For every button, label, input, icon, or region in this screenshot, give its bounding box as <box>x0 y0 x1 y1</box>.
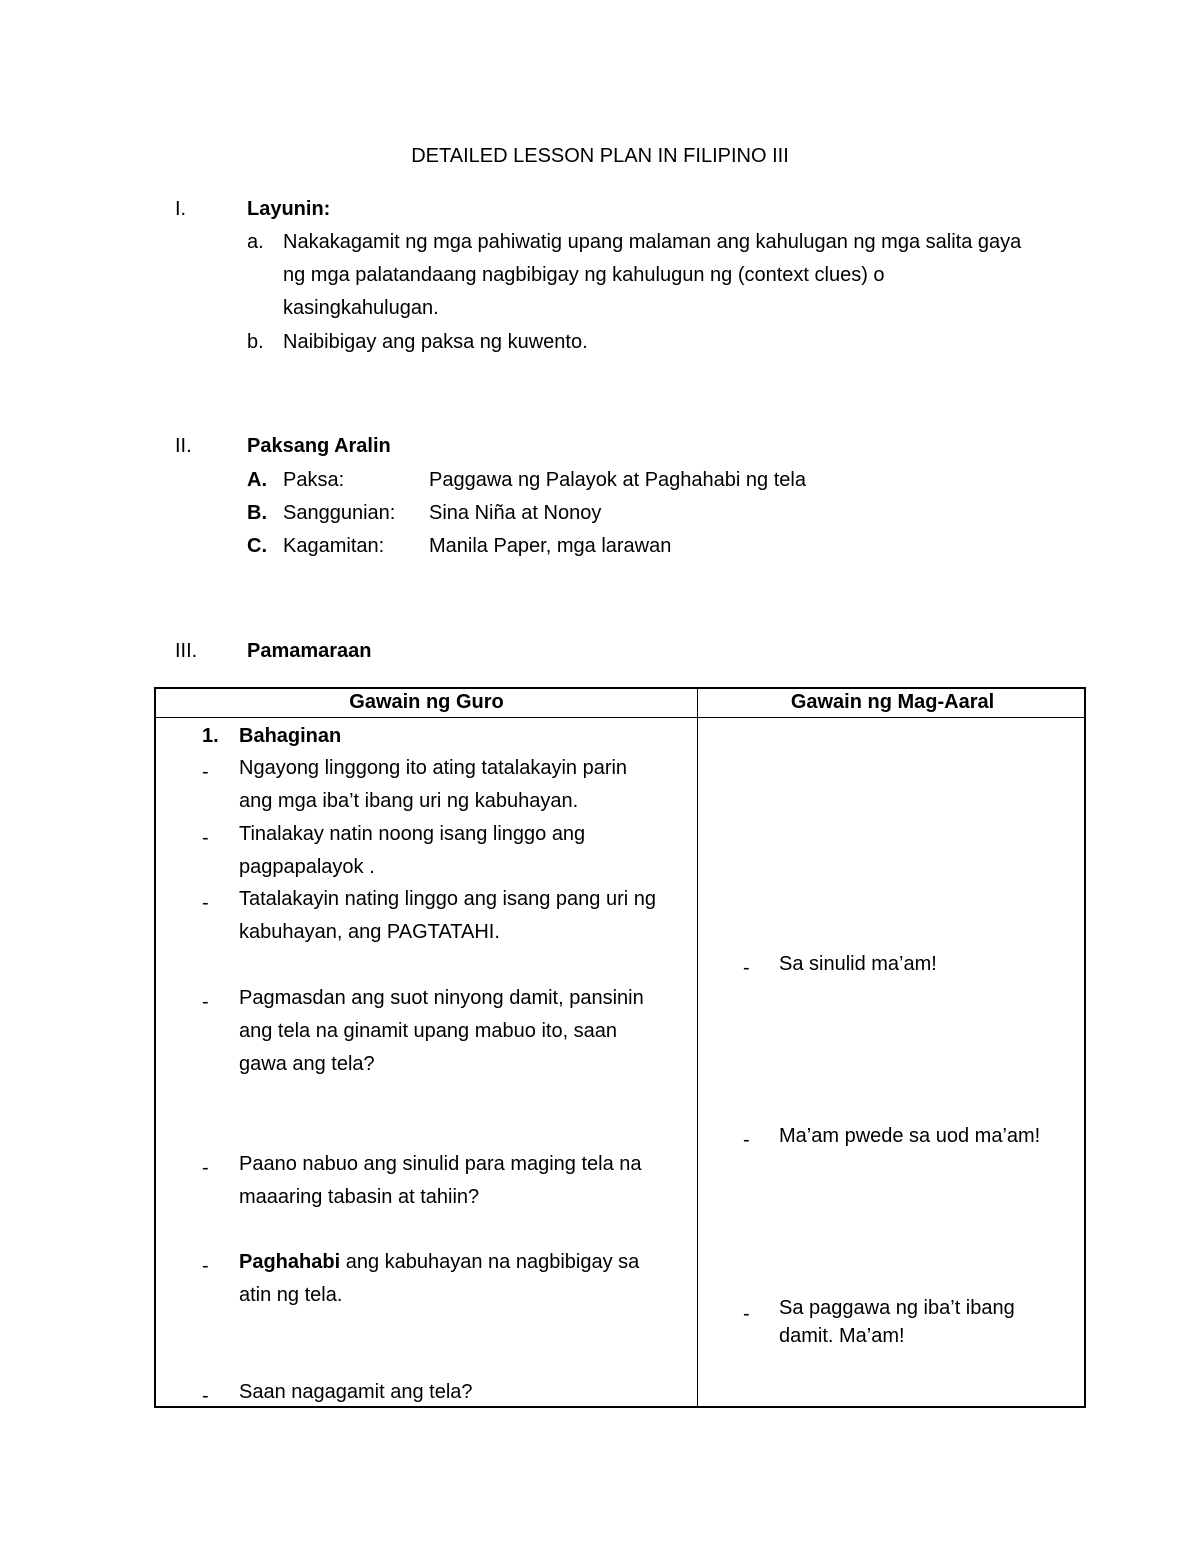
topic-a-label: Paksa: <box>283 469 345 491</box>
teacher-dash: - <box>202 761 209 783</box>
topic-c-value: Manila Paper, mga larawan <box>429 535 672 557</box>
header-student-activity: Gawain ng Mag-Aaral <box>790 691 995 713</box>
student-answer: damit. Ma’am! <box>779 1325 905 1347</box>
section-1-number: I. <box>175 198 187 220</box>
teacher-dash: - <box>202 1255 209 1277</box>
teacher-line: ang mga iba’t ibang uri ng kabuhayan. <box>239 790 579 812</box>
student-answer: Sa paggawa ng iba’t ibang <box>779 1297 1015 1319</box>
teacher-line: pagpapalayok . <box>239 856 375 878</box>
table-column-divider <box>697 689 698 1406</box>
step-title: Bahaginan <box>239 725 342 747</box>
procedure-table <box>154 687 1086 1408</box>
section-3-number: III. <box>175 640 198 662</box>
document-title: DETAILED LESSON PLAN IN FILIPINO III <box>411 145 789 167</box>
student-answer: Ma’am pwede sa uod ma’am! <box>779 1125 1041 1147</box>
student-answer: Sa sinulid ma’am! <box>779 953 937 975</box>
topic-c-label: Kagamitan: <box>283 535 385 557</box>
topic-b-letter: B. <box>247 502 267 524</box>
objective-b-letter: b. <box>247 331 264 353</box>
emphasis-paghahabi: Paghahabi <box>239 1251 341 1273</box>
teacher-line: atin ng tela. <box>239 1284 343 1306</box>
step-number: 1. <box>202 725 219 747</box>
teacher-line: Ngayong linggong ito ating tatalakayin parin <box>239 757 628 779</box>
teacher-dash: - <box>202 892 209 914</box>
teacher-line: maaaring tabasin at tahiin? <box>239 1186 480 1208</box>
teacher-line: Paano nabuo ang sinulid para maging tela na <box>239 1153 642 1175</box>
objective-a-letter: a. <box>247 231 264 253</box>
teacher-line-rest: ang kabuhayan na nagbibigay sa <box>340 1251 640 1273</box>
topic-b-label: Sanggunian: <box>283 502 396 524</box>
topic-a-value: Paggawa ng Palayok at Paghahabi ng tela <box>429 469 806 491</box>
section-1-title: Layunin: <box>247 198 331 220</box>
teacher-line: Pagmasdan ang suot ninyong damit, pansinin <box>239 987 644 1009</box>
teacher-line: kabuhayan, ang PAGTATAHI. <box>239 921 500 943</box>
table-header-divider <box>156 717 1084 718</box>
header-teacher-activity: Gawain ng Guro <box>349 691 504 713</box>
student-dash: - <box>743 1303 750 1325</box>
teacher-dash: - <box>202 1157 209 1179</box>
topic-b-value: Sina Niña at Nonoy <box>429 502 602 524</box>
topic-c-letter: C. <box>247 535 267 557</box>
section-2-title: Paksang Aralin <box>247 435 391 457</box>
topic-a-letter: A. <box>247 469 267 491</box>
student-dash: - <box>743 1129 750 1151</box>
teacher-line-mixed <box>239 1246 639 1279</box>
teacher-dash: - <box>202 827 209 849</box>
section-2-number: II. <box>175 435 192 457</box>
teacher-line: Saan nagagamit ang tela? <box>239 1381 473 1403</box>
teacher-line: ang tela na ginamit upang mabuo ito, saan <box>239 1020 618 1042</box>
teacher-line: gawa ang tela? <box>239 1053 375 1075</box>
objective-a-text: Nakakagamit ng mga pahiwatig upang malaman ang kahulugan ng mga salita gaya ng mga palatandaang nagbibigay ng kahulugun ng (context clues) o kasingkahulugan. <box>283 231 1022 319</box>
section-3-title: Pamamaraan <box>247 640 372 662</box>
objective-b-text: Naibibigay ang paksa ng kuwento. <box>283 331 588 353</box>
teacher-dash: - <box>202 1385 209 1407</box>
teacher-line: Tatalakayin nating linggo ang isang pang uri ng <box>239 888 656 910</box>
student-dash: - <box>743 957 750 979</box>
teacher-line: Tinalakay natin noong isang linggo ang <box>239 823 586 845</box>
teacher-dash: - <box>202 991 209 1013</box>
